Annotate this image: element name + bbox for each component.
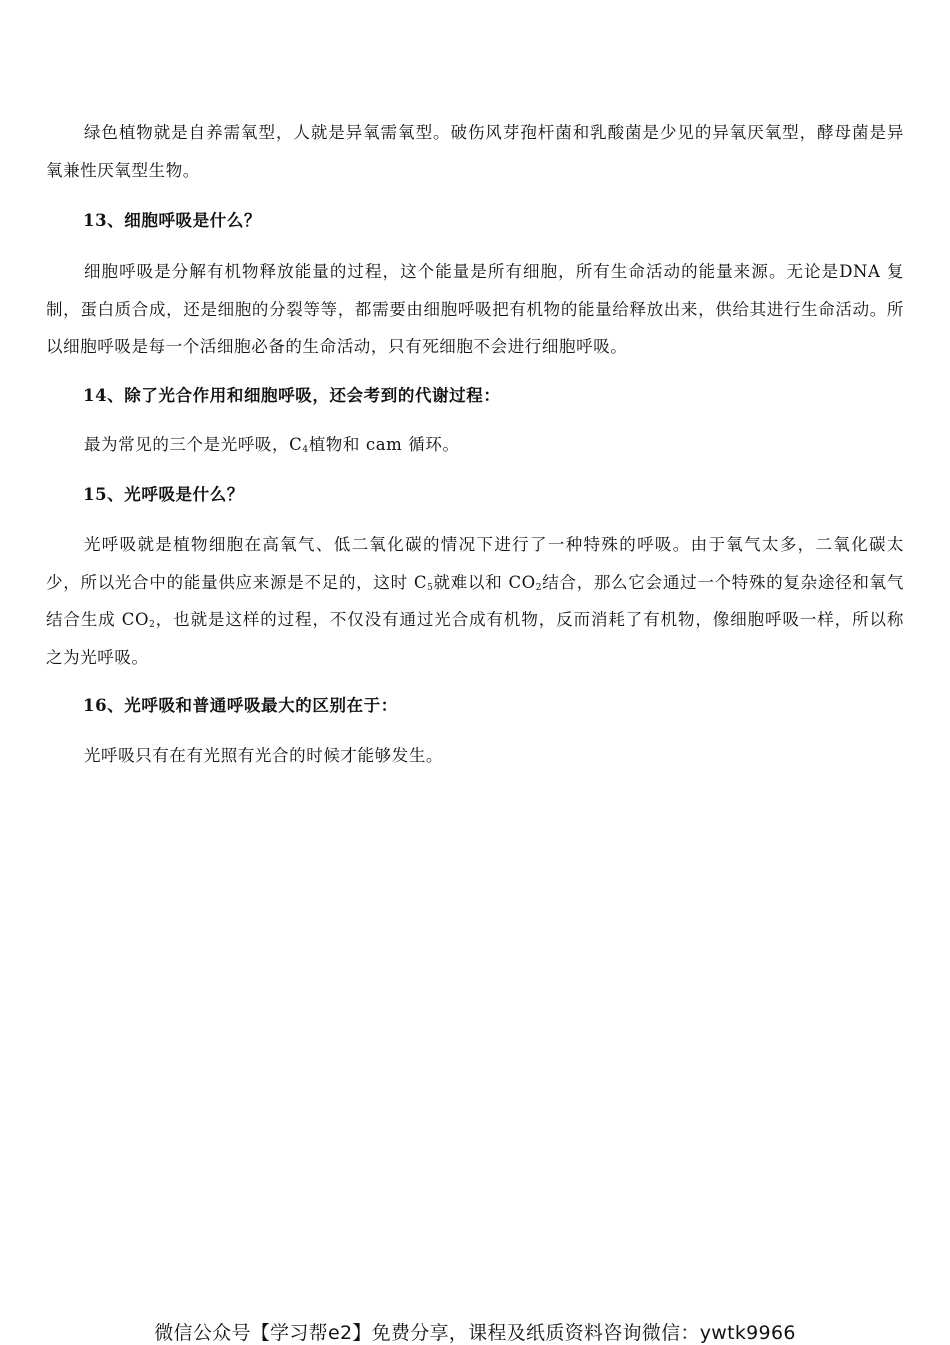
- heading-13: 13、细胞呼吸是什么？: [83, 211, 262, 230]
- p15-subscript-2: 2: [535, 582, 543, 593]
- p15-subscript-3: 2: [149, 620, 156, 630]
- heading-16: 16、光呼吸和普通呼吸最大的区别在于：: [83, 696, 398, 715]
- paragraph-14: [46, 426, 904, 464]
- p15-subscript-1: 5: [427, 582, 434, 593]
- heading-15: 15、光呼吸是什么？: [83, 485, 244, 504]
- paragraph-13: 细胞呼吸是分解有机物释放能量的过程，这个能量是所有细胞，所有生命活动的能量来源。无论是DNA 复制，蛋白质合成，还是细胞的分裂等等，都需要由细胞呼吸把有机物的能量给释放出来，供给其进行生命活动。所以细胞呼吸是每一个活细胞必备的生命活动，只有死细胞不会进行细胞呼吸。: [46, 262, 904, 356]
- paragraph-respiration-types: 绿色植物就是自养需氧型，人就是异氧需氧型。破伤风芽孢杆菌和乳酸菌是少见的异氧厌氧型，酵母菌是异氧兼性厌氧型生物。: [46, 123, 904, 180]
- p14-text-b: 植物和 cam 循环。: [308, 435, 460, 454]
- p14-subscript: 4: [302, 445, 309, 455]
- p15-text-b: 就难以和 CO: [433, 572, 536, 592]
- footer-watermark-text: 微信公众号【学习帮e2】免费分享，课程及纸质资料咨询微信：ywtk9966: [154, 1322, 796, 1344]
- heading-14: 14、除了光合作用和细胞呼吸，还会考到的代谢过程：: [83, 386, 501, 405]
- p14-text-a: 最为常见的三个是光呼吸，C: [83, 435, 303, 454]
- paragraph-16: 光呼吸只有在有光照有光合的时候才能够发生。: [83, 746, 444, 765]
- p15-text-c: 结合，那么它会通过一个特殊的复杂途径和氧气结合生成 CO: [46, 572, 904, 629]
- p15-text-d: ，也就是这样的过程，不仅没有通过光合成有机物，反而消耗了有机物，像细胞呼吸一样，所以称之为光呼吸。: [46, 610, 904, 667]
- p15-text-a: 光呼吸就是植物细胞在高氧气、低二氧化碳的情况下进行了一种特殊的呼吸。由于氧气太多，二氧化碳太少，所以光合中的能量供应来源是不足的，这时 C: [46, 535, 904, 592]
- paragraph-15: [46, 526, 904, 676]
